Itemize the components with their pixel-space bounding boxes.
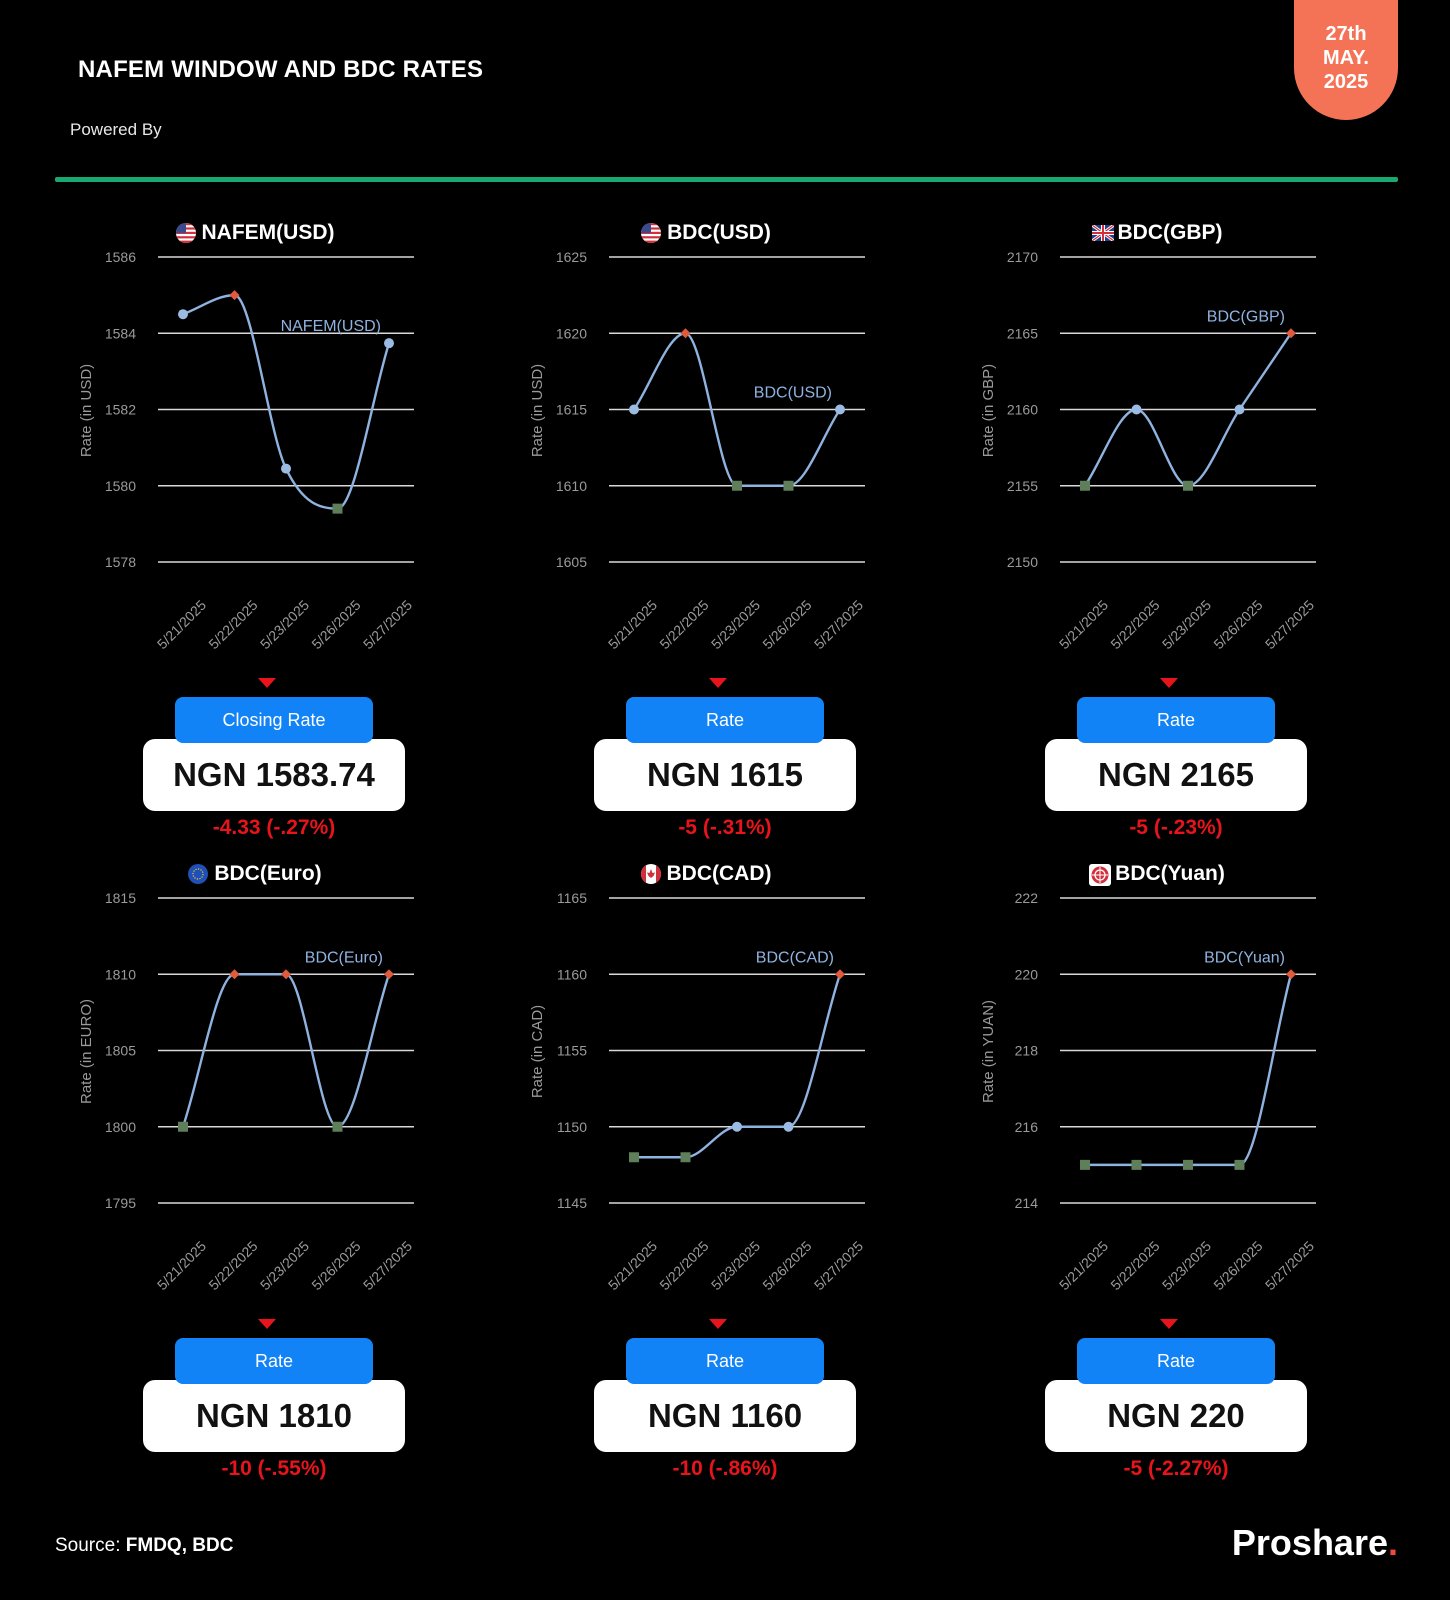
rate-label-pill: Rate (1077, 697, 1275, 743)
chart-panel (55, 205, 455, 839)
source-note (55, 1535, 233, 1557)
y-tick-label: 1815 (104, 890, 136, 906)
line-chart (506, 205, 906, 655)
y-tick-label: 1625 (555, 249, 587, 265)
chart-title-text: BDC(Yuan) (1115, 862, 1225, 885)
y-tick-label: 1610 (555, 477, 587, 494)
y-tick-label: 1800 (104, 1118, 136, 1135)
y-axis-label: Rate (in USD) (529, 363, 546, 458)
y-tick-label: 2150 (1006, 554, 1038, 570)
series-label: BDC(USD) (753, 384, 832, 402)
y-tick-label: 220 (1014, 966, 1038, 983)
x-tick-label: 5/23/2025 (1158, 596, 1215, 653)
chart-title-text: NAFEM(USD) (201, 221, 335, 244)
chart-title-text: BDC(Euro) (214, 862, 322, 885)
rate-label-pill: Rate (1077, 1338, 1275, 1384)
y-tick-label: 1620 (555, 325, 587, 342)
x-tick-label: 5/23/2025 (256, 1237, 313, 1294)
down-arrow-icon (709, 678, 727, 688)
x-tick-label: 5/23/2025 (707, 1237, 764, 1294)
chart-panel (957, 205, 1357, 839)
line-chart (957, 205, 1357, 655)
x-tick-label: 5/22/2025 (1107, 1237, 1163, 1294)
rate-change: -5 (-2.27%) (1123, 1457, 1229, 1480)
down-arrow-icon (709, 1319, 727, 1329)
data-point-marker[interactable] (732, 481, 742, 491)
chart-panel (55, 846, 455, 1480)
x-tick-label: 5/26/2025 (759, 596, 815, 653)
data-point-marker[interactable] (230, 969, 240, 979)
x-tick-label: 5/22/2025 (205, 1237, 261, 1294)
x-tick-label: 5/21/2025 (604, 596, 661, 653)
x-tick-label: 5/26/2025 (308, 596, 364, 653)
rate-label-pill: Rate (175, 1338, 373, 1384)
down-arrow-icon (1160, 678, 1178, 688)
y-tick-label: 1160 (556, 966, 587, 983)
data-point-marker[interactable] (1286, 969, 1296, 979)
data-point-marker[interactable] (178, 1122, 188, 1132)
rate-value-box: NGN 220 (1045, 1380, 1307, 1452)
x-tick-label: 5/21/2025 (153, 1237, 210, 1294)
data-point-marker[interactable] (784, 1122, 794, 1132)
y-tick-label: 1145 (556, 1195, 587, 1211)
line-chart (957, 846, 1357, 1296)
y-tick-label: 1578 (104, 554, 136, 570)
data-point-marker[interactable] (1235, 405, 1245, 415)
series-line (1085, 974, 1291, 1165)
y-tick-label: 218 (1014, 1042, 1038, 1059)
y-tick-label: 216 (1014, 1118, 1038, 1135)
page-title: NAFEM WINDOW AND BDC RATES (78, 56, 484, 83)
down-arrow-icon (258, 1319, 276, 1329)
date-day: 27th (1325, 23, 1367, 45)
x-tick-label: 5/21/2025 (153, 596, 210, 653)
y-tick-label: 1586 (104, 249, 136, 265)
down-arrow-icon (258, 678, 276, 688)
proshare-logo[interactable] (1232, 1522, 1398, 1564)
x-tick-label: 5/22/2025 (205, 596, 261, 653)
x-tick-label: 5/23/2025 (256, 596, 313, 653)
line-chart (55, 205, 455, 655)
date-year: 2025 (1323, 71, 1369, 93)
y-tick-label: 1150 (556, 1118, 587, 1135)
data-point-marker[interactable] (384, 338, 394, 348)
y-tick-label: 1615 (555, 401, 587, 418)
data-point-marker[interactable] (1132, 405, 1142, 415)
y-axis-label: Rate (in GBP) (980, 363, 997, 458)
y-axis-label: Rate (in EURO) (78, 998, 95, 1105)
x-tick-label: 5/22/2025 (656, 596, 712, 653)
line-chart (55, 846, 455, 1296)
y-tick-label: 2160 (1006, 401, 1038, 418)
chart-title-text: BDC(USD) (667, 221, 771, 244)
y-tick-label: 1155 (556, 1042, 587, 1059)
rate-change: -5 (-.31%) (678, 816, 772, 839)
y-tick-label: 1165 (556, 890, 587, 906)
data-point-marker[interactable] (629, 1152, 639, 1162)
x-tick-label: 5/22/2025 (1107, 596, 1163, 653)
rate-label-pill: Rate (626, 697, 824, 743)
x-tick-label: 5/27/2025 (810, 1237, 867, 1294)
rate-label-pill: Rate (626, 1338, 824, 1384)
rate-change: -5 (-.23%) (1129, 816, 1223, 839)
x-tick-label: 5/23/2025 (707, 596, 764, 653)
rate-change: -10 (-.86%) (672, 1457, 778, 1480)
series-label: BDC(CAD) (755, 949, 834, 967)
chart-panel (957, 846, 1357, 1480)
powered-by-label: Powered By (70, 120, 162, 139)
source-value: FMDQ, BDC (125, 1535, 234, 1556)
chart-panel (506, 846, 906, 1480)
data-point-marker[interactable] (178, 309, 188, 319)
series-label: NAFEM(USD) (280, 318, 381, 336)
series-label: BDC(Yuan) (1204, 949, 1285, 967)
data-point-marker[interactable] (835, 969, 845, 979)
x-tick-label: 5/27/2025 (1261, 1237, 1318, 1294)
data-point-marker[interactable] (681, 1152, 691, 1162)
rate-value-box: NGN 1810 (143, 1380, 405, 1452)
y-tick-label: 1582 (104, 401, 136, 418)
logo-dot: . (1387, 1522, 1398, 1563)
data-point-marker[interactable] (629, 405, 639, 415)
data-point-marker[interactable] (1183, 481, 1193, 491)
x-tick-label: 5/26/2025 (1210, 596, 1266, 653)
data-point-marker[interactable] (732, 1122, 742, 1132)
y-tick-label: 1580 (104, 477, 136, 494)
series-label: BDC(GBP) (1206, 308, 1285, 326)
x-tick-label: 5/23/2025 (1158, 1237, 1215, 1294)
rate-value-box: NGN 1615 (594, 739, 856, 811)
data-point-marker[interactable] (1132, 1160, 1142, 1170)
y-tick-label: 1605 (555, 554, 587, 570)
chart-panel (506, 205, 906, 839)
x-tick-label: 5/21/2025 (1055, 596, 1112, 653)
data-point-marker[interactable] (1080, 481, 1090, 491)
data-point-marker[interactable] (784, 481, 794, 491)
line-chart (506, 846, 906, 1296)
data-point-marker[interactable] (1080, 1160, 1090, 1170)
rate-value-box: NGN 1160 (594, 1380, 856, 1452)
date-badge (1294, 0, 1398, 120)
y-tick-label: 1805 (104, 1042, 136, 1059)
header-divider (55, 177, 1398, 182)
source-label: Source: (55, 1535, 121, 1556)
x-tick-label: 5/27/2025 (1261, 596, 1318, 653)
x-tick-label: 5/26/2025 (1210, 1237, 1266, 1294)
x-tick-label: 5/27/2025 (810, 596, 867, 653)
y-axis-label: Rate (in USD) (78, 363, 95, 458)
x-tick-label: 5/22/2025 (656, 1237, 712, 1294)
x-tick-label: 5/27/2025 (359, 596, 416, 653)
x-tick-label: 5/26/2025 (308, 1237, 364, 1294)
y-tick-label: 1584 (104, 325, 136, 342)
rate-change: -4.33 (-.27%) (212, 816, 336, 839)
y-tick-label: 214 (1014, 1195, 1038, 1211)
rate-label-pill: Closing Rate (175, 697, 373, 743)
y-tick-label: 222 (1014, 890, 1038, 906)
series-label: BDC(Euro) (304, 949, 383, 967)
logo-text: Proshare (1231, 1522, 1388, 1563)
data-point-marker[interactable] (333, 504, 343, 514)
down-arrow-icon (1160, 1319, 1178, 1329)
x-tick-label: 5/21/2025 (1055, 1237, 1112, 1294)
x-tick-label: 5/26/2025 (759, 1237, 815, 1294)
x-tick-label: 5/27/2025 (359, 1237, 416, 1294)
data-point-marker[interactable] (1235, 1160, 1245, 1170)
y-tick-label: 2170 (1006, 249, 1038, 265)
data-point-marker[interactable] (281, 464, 291, 474)
y-tick-label: 1795 (104, 1195, 136, 1211)
date-month: MAY. (1323, 47, 1369, 69)
chart-title-text: BDC(GBP) (1117, 221, 1223, 244)
y-axis-label: Rate (in YUAN) (980, 999, 997, 1104)
y-tick-label: 1810 (104, 966, 136, 983)
y-axis-label: Rate (in CAD) (529, 1004, 546, 1099)
rate-value-box: NGN 2165 (1045, 739, 1307, 811)
rate-change: -10 (-.55%) (221, 1457, 327, 1480)
data-point-marker[interactable] (835, 405, 845, 415)
data-point-marker[interactable] (384, 969, 394, 979)
chart-title-text: BDC(CAD) (666, 862, 772, 885)
y-tick-label: 2155 (1006, 477, 1038, 494)
data-point-marker[interactable] (1183, 1160, 1193, 1170)
x-tick-label: 5/21/2025 (604, 1237, 661, 1294)
data-point-marker[interactable] (333, 1122, 343, 1132)
rate-value-box: NGN 1583.74 (143, 739, 405, 811)
y-tick-label: 2165 (1006, 325, 1038, 342)
